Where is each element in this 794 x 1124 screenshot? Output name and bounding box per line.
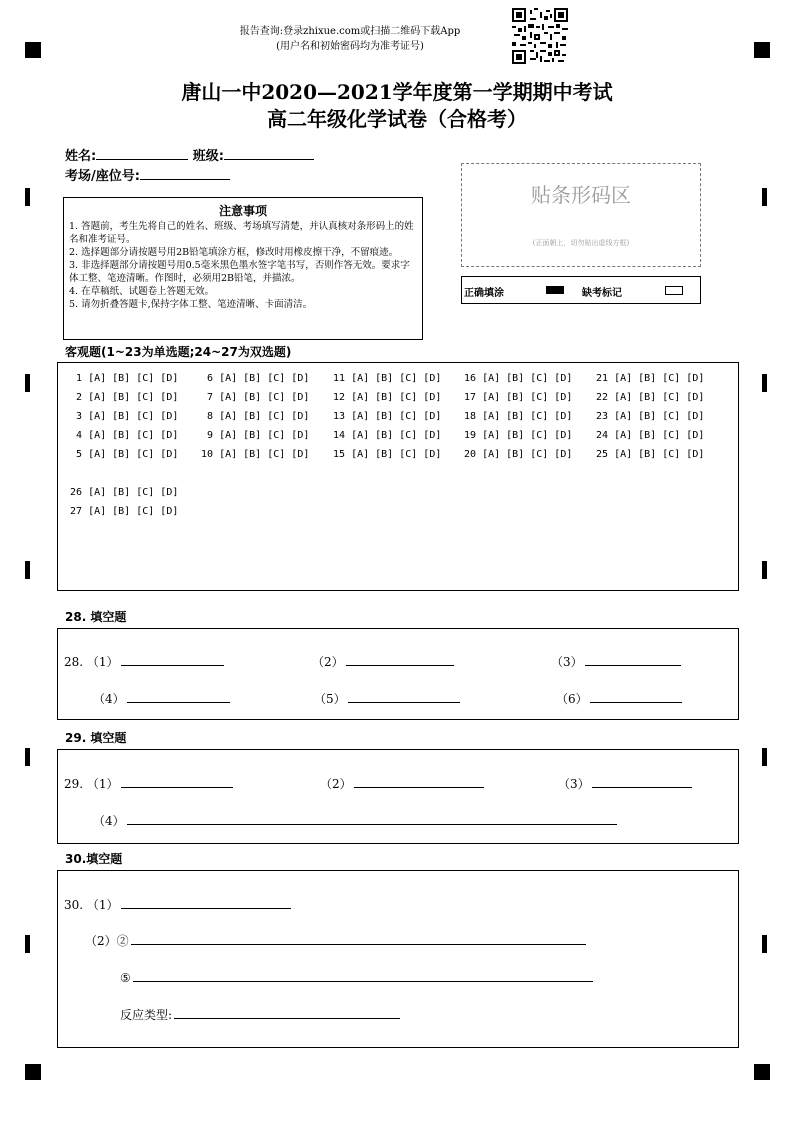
- q30-blank-3: [120, 967, 593, 985]
- q30-label-2: （2）②: [85, 934, 129, 948]
- answer-options[interactable]: [A] [B] [C] [D]: [351, 449, 442, 460]
- query-line-1: 报告查询:登录zhixue.com或扫描二维码下载App: [239, 26, 461, 37]
- seat-info-row: [65, 165, 230, 184]
- q28-input-2[interactable]: [346, 651, 454, 666]
- question-number: 10: [201, 449, 220, 460]
- qr-code-icon: [512, 8, 568, 64]
- notice-item: 1. 答题前，考生先将自己的姓名、班级、考场填写清楚，并认真核对条形码上的姓名和准考证号。: [69, 221, 414, 245]
- question-item-2[interactable]: [70, 392, 178, 403]
- question-number: 3: [70, 411, 89, 422]
- question-number: 18: [464, 411, 483, 422]
- side-marker: [762, 748, 767, 766]
- answer-options[interactable]: [A] [B] [C] [D]: [88, 430, 179, 441]
- question-number: 23: [596, 411, 615, 422]
- corner-marker-tr: [754, 42, 770, 58]
- q30-label-1: （1）: [86, 898, 119, 912]
- question-number: 26: [70, 487, 89, 498]
- q29-label-2: （2）: [320, 777, 352, 791]
- question-number: 16: [464, 373, 483, 384]
- corner-marker-br: [754, 1064, 770, 1080]
- question-item-19[interactable]: [464, 430, 572, 441]
- question-number: 12: [333, 392, 352, 403]
- question-number: 22: [596, 392, 615, 403]
- q28-label-4: （4）: [93, 692, 125, 706]
- exam-title: 唐山一中2020—2021学年度第一学期期中考试: [181, 80, 613, 104]
- answer-options[interactable]: [A] [B] [C] [D]: [88, 506, 179, 517]
- side-marker: [762, 374, 767, 392]
- answer-options[interactable]: [A] [B] [C] [D]: [219, 430, 310, 441]
- q29-blank-3: [558, 773, 692, 792]
- answer-options[interactable]: [A] [B] [C] [D]: [88, 373, 179, 384]
- side-marker: [762, 935, 767, 953]
- notice-title: 注意事项: [218, 204, 267, 218]
- answer-options[interactable]: [A] [B] [C] [D]: [219, 449, 310, 460]
- question-item-25[interactable]: [596, 449, 704, 460]
- q29-input-3[interactable]: [592, 773, 692, 788]
- q28-blank-4: [93, 688, 230, 707]
- q29-input-1[interactable]: [121, 773, 233, 788]
- q29-input-2[interactable]: [354, 773, 484, 788]
- answer-options[interactable]: [A] [B] [C] [D]: [351, 411, 442, 422]
- answer-options[interactable]: [A] [B] [C] [D]: [614, 392, 705, 403]
- question-number: 19: [464, 430, 483, 441]
- question-item-16[interactable]: [464, 373, 572, 384]
- correct-fill-label: 正确填涂: [464, 288, 504, 299]
- question-item-24[interactable]: [596, 430, 704, 441]
- q30-label-3: ⑤: [120, 971, 131, 985]
- q28-number: 28.: [64, 655, 84, 669]
- answer-options[interactable]: [A] [B] [C] [D]: [351, 392, 442, 403]
- name-field[interactable]: [96, 145, 188, 160]
- q30-input-2[interactable]: [131, 930, 586, 945]
- question-item-9[interactable]: [201, 430, 309, 441]
- question-item-26[interactable]: [70, 487, 178, 498]
- q29-blank-2: [320, 773, 484, 792]
- exam-subtitle: 高二年级化学试卷（合格考）: [267, 107, 527, 131]
- q30-reaction-type-label: 反应类型:: [120, 1008, 173, 1022]
- q30-blank-4: [120, 1004, 400, 1023]
- class-label: 班级:: [192, 149, 224, 164]
- answer-options[interactable]: [A] [B] [C] [D]: [88, 392, 179, 403]
- answer-options[interactable]: [A] [B] [C] [D]: [614, 430, 705, 441]
- q28-label-6: （6）: [556, 692, 588, 706]
- question-number: 2: [70, 392, 89, 403]
- q29-blank-4: [93, 810, 617, 829]
- answer-options[interactable]: [A] [B] [C] [D]: [482, 449, 573, 460]
- q28-section-title: 28. 填空题: [65, 610, 127, 624]
- question-number: 17: [464, 392, 483, 403]
- question-item-6[interactable]: [201, 373, 309, 384]
- question-number: 27: [70, 506, 89, 517]
- notice-item: 2. 选择题部分请按题号用2B铅笔填涂方框，修改时用橡皮擦干净，不留痕迹。: [69, 247, 399, 258]
- answer-options[interactable]: [A] [B] [C] [D]: [219, 373, 310, 384]
- question-item-20[interactable]: [464, 449, 572, 460]
- answer-options[interactable]: [A] [B] [C] [D]: [482, 373, 573, 384]
- question-item-22[interactable]: [596, 392, 704, 403]
- answer-options[interactable]: [A] [B] [C] [D]: [351, 373, 442, 384]
- q29-label-4: （4）: [93, 814, 125, 828]
- question-number: 4: [70, 430, 89, 441]
- answer-options[interactable]: [A] [B] [C] [D]: [482, 392, 573, 403]
- q30-number: 30.: [64, 898, 84, 912]
- objective-section-title: 客观题(1~23为单选题;24~27为双选题): [65, 345, 292, 359]
- absent-mark-label: 缺考标记: [582, 288, 622, 299]
- q29-answer-box: [57, 749, 739, 844]
- fill-legend: [461, 276, 701, 304]
- question-item-15[interactable]: [333, 449, 441, 460]
- q28-input-6[interactable]: [590, 688, 682, 703]
- q28-blank-1: [64, 651, 224, 670]
- barcode-area[interactable]: [461, 163, 701, 267]
- answer-options[interactable]: [A] [B] [C] [D]: [219, 411, 310, 422]
- question-number: 21: [596, 373, 615, 384]
- absent-mark-checkbox[interactable]: [665, 286, 683, 295]
- answer-options[interactable]: [A] [B] [C] [D]: [219, 392, 310, 403]
- question-number: 5: [70, 449, 89, 460]
- answer-options[interactable]: [A] [B] [C] [D]: [614, 373, 705, 384]
- question-item-4[interactable]: [70, 430, 178, 441]
- q28-blank-6: [556, 688, 682, 707]
- answer-options[interactable]: [A] [B] [C] [D]: [351, 430, 442, 441]
- q29-section-title: 29. 填空题: [65, 731, 127, 745]
- side-marker: [25, 935, 30, 953]
- question-item-17[interactable]: [464, 392, 572, 403]
- q30-section-title: 30.填空题: [65, 852, 123, 866]
- class-field[interactable]: [224, 145, 314, 160]
- query-line-2: (用户名和初始密码均为准考证号): [276, 41, 424, 52]
- correct-fill-sample-icon: [546, 286, 564, 294]
- question-number: 24: [596, 430, 615, 441]
- question-number: 11: [333, 373, 352, 384]
- question-number: 15: [333, 449, 352, 460]
- question-number: 7: [201, 392, 220, 403]
- question-item-12[interactable]: [333, 392, 441, 403]
- question-number: 14: [333, 430, 352, 441]
- question-item-27[interactable]: [70, 506, 178, 517]
- question-item-14[interactable]: [333, 430, 441, 441]
- q30-blank-2: [85, 930, 586, 949]
- q28-input-3[interactable]: [585, 651, 681, 666]
- q30-input-1[interactable]: [121, 894, 291, 909]
- question-item-23[interactable]: [596, 411, 704, 422]
- q28-input-5[interactable]: [348, 688, 460, 703]
- question-item-7[interactable]: [201, 392, 309, 403]
- side-marker: [25, 748, 30, 766]
- student-info-row: [65, 145, 314, 164]
- q28-input-1[interactable]: [121, 651, 224, 666]
- question-item-11[interactable]: [333, 373, 441, 384]
- question-item-10[interactable]: [201, 449, 309, 460]
- corner-marker-bl: [25, 1064, 41, 1080]
- q30-reaction-type-input[interactable]: [174, 1004, 400, 1019]
- q28-label-1: （1）: [86, 655, 119, 669]
- side-marker: [25, 561, 30, 579]
- q29-label-3: （3）: [558, 777, 590, 791]
- q29-number: 29.: [64, 777, 84, 791]
- question-item-3[interactable]: [70, 411, 178, 422]
- question-number: 13: [333, 411, 352, 422]
- answer-options[interactable]: [A] [B] [C] [D]: [88, 487, 179, 498]
- answer-options[interactable]: [A] [B] [C] [D]: [614, 411, 705, 422]
- question-item-1[interactable]: [70, 373, 178, 384]
- q28-label-2: （2）: [312, 655, 344, 669]
- notice-item: 5. 请勿折叠答题卡,保持字体工整、笔迹清晰、卡面清洁。: [69, 299, 313, 310]
- side-marker: [25, 188, 30, 206]
- question-number: 9: [201, 430, 220, 441]
- answer-options[interactable]: [A] [B] [C] [D]: [614, 449, 705, 460]
- q28-blank-2: [312, 651, 454, 670]
- report-query-text: [200, 24, 500, 54]
- question-number: 25: [596, 449, 615, 460]
- answer-options[interactable]: [A] [B] [C] [D]: [88, 449, 179, 460]
- side-marker: [762, 561, 767, 579]
- question-number: 8: [201, 411, 220, 422]
- q29-label-1: （1）: [86, 777, 119, 791]
- q28-label-5: （5）: [314, 692, 346, 706]
- q30-input-3[interactable]: [133, 967, 593, 982]
- question-item-8[interactable]: [201, 411, 309, 422]
- barcode-hint: (正面朝上，切勿贴出虚线方框): [532, 239, 630, 247]
- q28-input-4[interactable]: [127, 688, 230, 703]
- side-marker: [762, 188, 767, 206]
- q30-blank-1: [64, 894, 291, 913]
- seat-field[interactable]: [140, 165, 230, 180]
- objective-answer-box: [57, 362, 739, 591]
- answer-options[interactable]: [A] [B] [C] [D]: [482, 411, 573, 422]
- question-item-5[interactable]: [70, 449, 178, 460]
- answer-options[interactable]: [A] [B] [C] [D]: [88, 411, 179, 422]
- notice-box: [63, 197, 423, 340]
- question-number: 20: [464, 449, 483, 460]
- name-label: 姓名:: [65, 149, 97, 164]
- q28-label-3: （3）: [551, 655, 583, 669]
- q29-input-4[interactable]: [127, 810, 617, 825]
- question-item-13[interactable]: [333, 411, 441, 422]
- notice-list: [69, 220, 417, 311]
- question-item-21[interactable]: [596, 373, 704, 384]
- answer-options[interactable]: [A] [B] [C] [D]: [482, 430, 573, 441]
- side-marker: [25, 374, 30, 392]
- q29-blank-1: [64, 773, 233, 792]
- barcode-title: 贴条形码区: [531, 183, 631, 207]
- seat-label: 考场/座位号:: [65, 169, 140, 184]
- question-item-18[interactable]: [464, 411, 572, 422]
- notice-item: 3. 非选择题部分请按题号用0.5毫米黑色墨水签字笔书写，否则作答无效。要求字体工整、笔迹清晰。作图时，必须用2B铅笔，并描浓。: [69, 260, 410, 284]
- notice-item: 4. 在草稿纸、试题卷上答题无效。: [69, 286, 215, 297]
- q28-blank-3: [551, 651, 681, 670]
- question-number: 6: [201, 373, 220, 384]
- corner-marker-tl: [25, 42, 41, 58]
- q28-blank-5: [314, 688, 460, 707]
- question-number: 1: [70, 373, 89, 384]
